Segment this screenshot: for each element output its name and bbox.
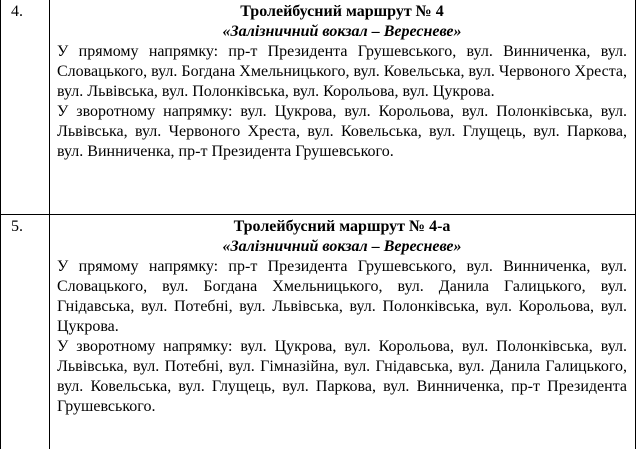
reverse-direction-text: У зворотному напрямку: вул. Цукрова, вул. Корольова, вул. Полонківська, вул. Львівська, вул. Потебні, вул. Гімназійна, вул. Гнідавська, вул. Данила Галицького, вул. Ковельська, вул. Глущець, вул. Паркова, вул. Винниченка, пр-т Президента Грушевського. — [57, 338, 627, 415]
route-subtitle: «Залізничний вокзал – Вересневе» — [222, 238, 462, 255]
row-number: 5. — [11, 218, 23, 235]
reverse-direction-text: У зворотному напрямку: вул. Цукрова, вул. Корольова, вул. Полонківська, вул. Львівська, вул. Червоного Хреста, вул. Ковельська, вул. Глущець, вул. Паркова, вул. Винниченка, пр-т Президента Грушевського. — [57, 103, 627, 160]
route-description — [57, 2, 627, 162]
route-subtitle: «Залізничний вокзал – Вересневе» — [222, 23, 462, 40]
route-title: Тролейбусний маршрут № 4-а — [233, 218, 451, 235]
route-title: Тролейбусний маршрут № 4 — [240, 3, 444, 20]
forward-direction-text: У прямому напрямку: пр-т Президента Грушевського, вул. Винниченка, вул. Словацького, вул. Богдана Хмельницького, вул. Данила Галицького, вул. Гнідавська, вул. Потебні, вул. Львівська, вул. Полонківська, вул. Корольова, вул. Цукрова. — [57, 258, 627, 335]
table-row — [1, 214, 635, 450]
forward-direction-text: У прямому напрямку: пр-т Президента Грушевського, вул. Винниченка, вул. Словацького, вул. Богдана Хмельницького, вул. Ковельська, вул. Червоного Хреста, вул. Львівська, вул. Полонківська, вул. Корольова, вул. Цукрова. — [57, 43, 627, 100]
route-description — [57, 217, 627, 417]
row-number: 4. — [11, 3, 23, 20]
table-row — [1, 0, 635, 214]
